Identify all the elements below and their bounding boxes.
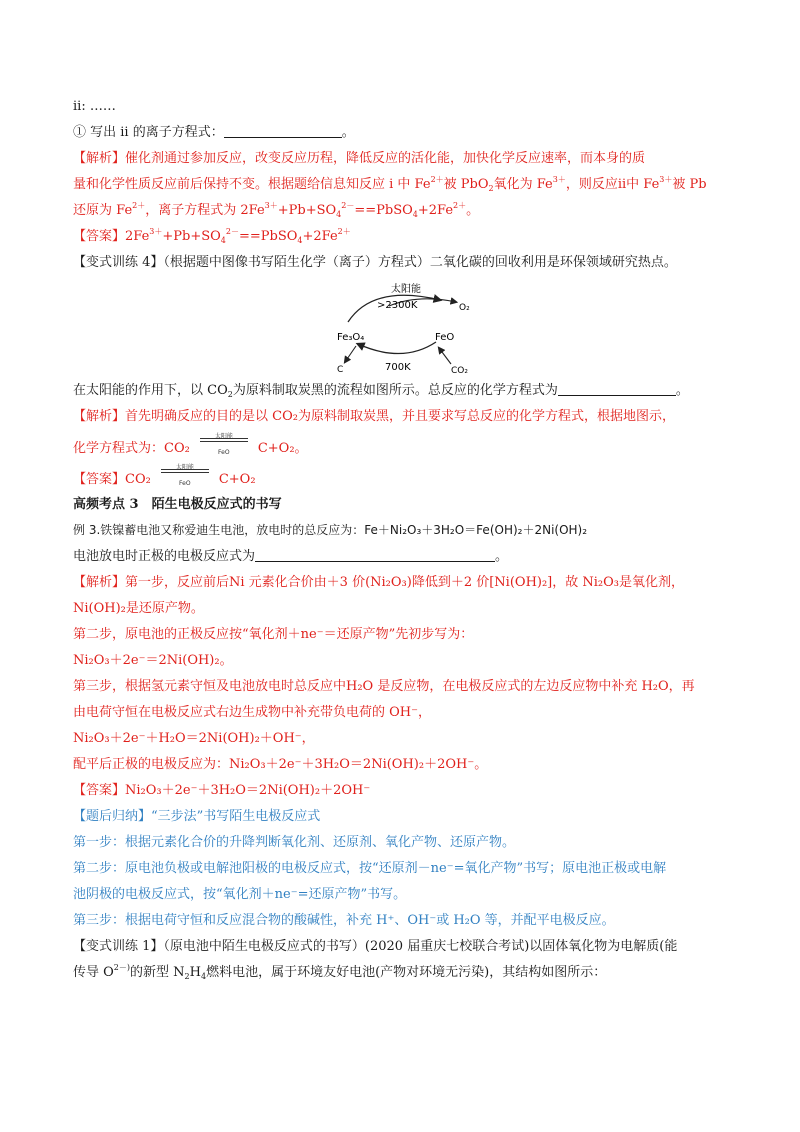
question-line: 在太阳能的作用下，以 $CO_2$为原料制取炭黑的流程如图所示。总反应的化学方程式为 。 <box>73 383 689 399</box>
text-line: ii: …… <box>73 99 116 114</box>
analysis-line: Ni₂O₃＋2e⁻＝2Ni(OH)₂。 <box>73 653 233 668</box>
analysis-line: 【解析】催化剂通过参加反应，改变反应历程，降低反应的活化能，加快化学反应速率，而本身的质 <box>73 151 646 166</box>
c-arrow <box>345 346 356 362</box>
diagram-label-o2: O₂ <box>459 303 470 313</box>
diagram-label-feo: FeO <box>435 332 455 343</box>
analysis-line: 配平后正极的电极反应为：Ni₂O₃＋2e⁻＋3H₂O＝2Ni(OH)₂＋2OH⁻。 <box>73 757 488 772</box>
analysis-line: 第二步，原电池的正极反应按“氧化剂＋ne⁻＝还原产物”先初步写为： <box>73 627 474 642</box>
example-line: 例 3.铁镍蓄电池又称爱迪生电池，放电时的总反应为：Fe＋Ni₂O₃＋3H₂O＝Fe(OH)₂＋2Ni(OH)₂ <box>73 523 588 537</box>
diagram-label-co2: CO₂ <box>451 366 468 376</box>
diagram-label-temp-low: 700K <box>385 362 411 373</box>
analysis-line: 由电荷守恒在电极反应式右边生成物中补充带负电荷的 OH⁻， <box>73 705 431 720</box>
answer-line: 【答案】Ni₂O₃＋2e⁻＋3H₂O＝2Ni(OH)₂＋2OH⁻ <box>73 783 371 798</box>
exercise-heading: 【变式训练 4】（根据题中图像书写陌生化学（离子）方程式）二氧化碳的回收利用是环保领域研究热点。 <box>73 255 677 270</box>
analysis-line: Ni(OH)₂是还原产物。 <box>73 601 204 616</box>
summary-line: 第二步：原电池负极或电解池阳极的电极反应式，按“还原剂－ne⁻=氧化产物”书写；原电池正极或电解 <box>73 861 667 876</box>
analysis-line: 量和化学性质反应前后保持不变。根据题给信息知反应 i 中 $Fe^{2+}$被 PbO$_2$氧化为 $Fe^{3+}$，则反应ii中 $Fe^{3+}$被 Pb <box>73 175 707 193</box>
lower-arc <box>358 342 436 354</box>
answer-line: 【答案】$2Fe^{3+}+Pb+SO_4^{2-}==PbSO_4+2Fe^{2+}$ <box>73 227 351 245</box>
answer-blank <box>558 382 676 396</box>
answer-blank <box>224 124 342 138</box>
summary-line: 第三步：根据电荷守恒和反应混合物的酸碱性，补充 H⁺、OH⁻或 H₂O 等，并配平电极反应。 <box>73 913 615 928</box>
diagram-label-temp-high: >2300K <box>377 300 418 311</box>
summary-heading: 【题后归纳】“三步法”书写陌生电极反应式 <box>73 809 321 824</box>
cycle-diagram <box>73 280 733 376</box>
diagram-label-c: C <box>337 365 344 375</box>
question-line: ① 写出 ii 的离子方程式： 。 <box>73 125 355 140</box>
document-page <box>73 98 733 990</box>
analysis-line: 还原为 $Fe^{2+}$，离子方程式为 $2Fe^{3+}+Pb+SO_4^{2-}==PbSO_4+2Fe^{2+}$。 <box>73 201 480 219</box>
analysis-line: 【解析】第一步，反应前后Ni 元素化合价由＋3 价(Ni₂O₃)降低到＋2 价[Ni(OH)₂]，故 Ni₂O₃是氧化剂， <box>73 575 685 590</box>
co2-arrow <box>439 348 451 364</box>
diagram-label-sun: 太阳能 <box>391 284 421 295</box>
answer-equation: 【答案】CO₂ 太阳能 FeO C+O₂ <box>73 464 256 487</box>
summary-line: 第一步：根据元素化合价的升降判断氧化剂、还原剂、氧化产物、还原产物。 <box>73 835 516 850</box>
diagram-label-fe3o4: Fe₃O₄ <box>337 332 365 343</box>
section-heading: 高频考点 3 陌生电极反应式的书写 <box>73 497 282 512</box>
reaction-arrow: 太阳能 FeO <box>157 465 213 485</box>
analysis-equation: 化学方程式为：CO₂ 太阳能 FeO C+O₂。 <box>73 433 308 456</box>
analysis-line: 第三步，根据氢元素守恒及电池放电时总反应中H₂O 是反应物，在电极反应式的左边反应物中补充 H₂O，再 <box>73 679 695 694</box>
question-line: 电池放电时正极的电极反应式为 。 <box>73 549 509 564</box>
analysis-line: 【解析】首先明确反应的目的是以 CO₂为原料制取炭黑，并且要求写总反应的化学方程式，根据地图示， <box>73 409 675 424</box>
reaction-arrow: 太阳能 FeO <box>196 434 252 454</box>
summary-line: 池阴极的电极反应式，按“氧化剂＋ne⁻=还原产物”书写。 <box>73 887 407 902</box>
answer-blank <box>255 548 495 562</box>
exercise-heading: 【变式训练 1】（原电池中陌生电极反应式的书写）(2020 届重庆七校联合考试)以固体氧化物为电解质(能 <box>73 939 678 954</box>
exercise-line: 传导 $O^{2-)}$的新型 $N_2H_4$燃料电池，属于环境友好电池(产物对环境无污染)，其结构如图所示： <box>73 963 607 981</box>
cycle-diagram-svg <box>73 280 733 376</box>
analysis-line: Ni₂O₃＋2e⁻＋H₂O＝2Ni(OH)₂＋OH⁻， <box>73 731 315 746</box>
